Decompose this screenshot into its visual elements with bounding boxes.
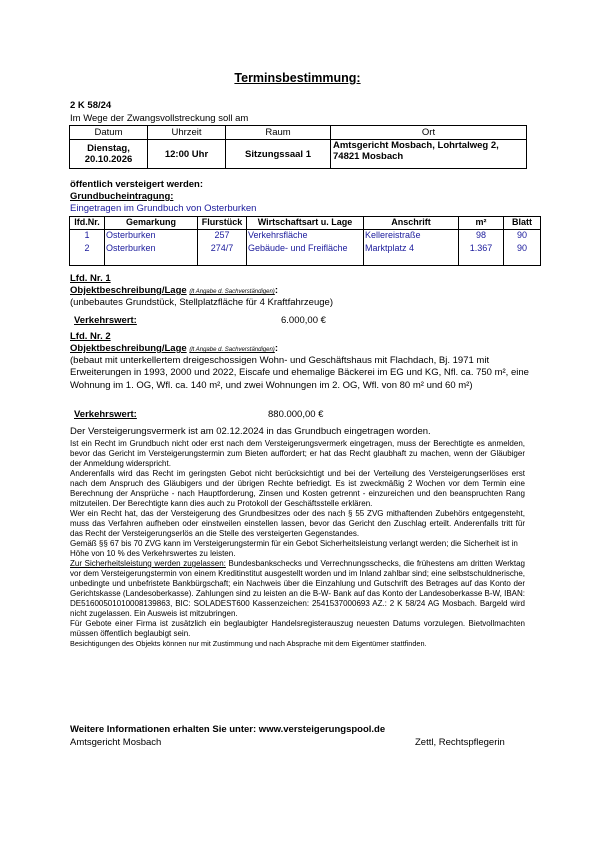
parcel-1-blatt: 90 (504, 230, 541, 244)
lot-2-label: Lfd. Nr. 2 (70, 331, 111, 342)
parcel-2-m2: 1.367 (459, 243, 504, 266)
land-register-title: Grundbucheintragung: (70, 191, 174, 202)
lot-1-desc-heading: Objektbeschreibung/Lage (lt Angabe d. Sachverständigen): (70, 285, 278, 296)
parcel-2-blatt: 90 (504, 243, 541, 266)
parcel-2-flurstueck: 274/7 (198, 243, 247, 266)
intro-text: Im Wege der Zwangsvollstreckung soll am (70, 113, 249, 124)
parcel-header-anschrift: Anschrift (364, 217, 459, 230)
paragraph-1: Ist ein Recht im Grundbuch nicht oder erst nach dem Versteigerungsvermerk eingetragen, muss der Berechtigte es anmelden, bevor das Gericht im Versteigerungstermin zum Bieten auffordert; er hat das Recht glaubhaft zu machen, wenn der Gläubiger der Anmeldung widerspricht. (70, 439, 525, 468)
parcel-1-flurstueck: 257 (198, 230, 247, 244)
document-title: Terminsbestimmung: (234, 71, 361, 85)
parcel-header-m2: m² (459, 217, 504, 230)
parcel-header-flurstueck: Flurstück (198, 217, 247, 230)
schedule-time: 12:00 Uhr (148, 140, 226, 169)
parcel-1-m2: 98 (459, 230, 504, 244)
paragraph-6: Für Gebote einer Firma ist zusätzlich ein beglaubigter Handelsregisterauszug neuesten Datums vorzulegen. Bietvollmachten müssen öffentlich beglaubigt sein. (70, 619, 525, 638)
schedule-header-place: Ort (331, 126, 527, 140)
parcel-header-gemarkung: Gemarkung (105, 217, 198, 230)
schedule-header-date: Datum (70, 126, 148, 140)
lot-2-desc-heading: Objektbeschreibung/Lage (lt Angabe d. Sachverständigen): (70, 343, 278, 354)
paragraph-5-label: Zur Sicherheitsleistung werden zugelassen: (70, 559, 226, 568)
legal-text (70, 439, 525, 649)
schedule-header-time: Uhrzeit (148, 126, 226, 140)
registration-note: Der Versteigerungsvermerk ist am 02.12.2024 in das Grundbuch eingetragen worden. (70, 426, 431, 437)
parcel-1-anschrift: Kellereistraße (364, 230, 459, 244)
paragraph-5 (70, 559, 525, 619)
paragraph-5-text: Bundesbankschecks und Verrechnungsschecks, die frühestens am dritten Werktag vor dem Versteigerungstermin von einem Kreditinstitut ausgestellt worden und im Inland zahlbar sind; eine selbstschuldnerische, unbedingte und unbefristete Bankbürgschaft; ein Nachweis über die Einzahlung und Gutschrift des Betrages auf das Konto der Gerichtskasse (Landesoberkasse). Zahlungen sind zu leisten an die B-W- Bank auf das Konto der Landesoberkasse B-W, IBAN: DE51600501010008139863, BIC: SOLADEST600 Kassenzeichen: 2541537000693 AZ.: 2 K 58/24 AG Mosbach. Bargeld wird nicht zugelassen. Ein Ausweis ist mitzubringen. (70, 559, 525, 618)
schedule-room: Sitzungssaal 1 (226, 140, 331, 169)
auction-label: öffentlich versteigert werden: (70, 179, 204, 190)
parcel-2-anschrift: Marktplatz 4 (364, 243, 459, 266)
court-name: Amtsgericht Mosbach (70, 737, 162, 748)
parcel-header-art: Wirtschaftsart u. Lage (247, 217, 364, 230)
lot-1-value-label: Verkehrswert: (74, 315, 137, 326)
schedule-table (69, 125, 527, 169)
lot-1-desc-note: (lt Angabe d. Sachverständigen) (189, 289, 275, 295)
parcel-1-gemarkung: Osterburken (105, 230, 198, 244)
signature: Zettl, Rechtspflegerin (415, 737, 505, 748)
parcel-header-blatt: Blatt (504, 217, 541, 230)
parcel-1-nr: 1 (70, 230, 105, 244)
parcel-header-nr: lfd.Nr. (70, 217, 105, 230)
further-info: Weitere Informationen erhalten Sie unter: www.versteigerungspool.de (70, 724, 386, 735)
paragraph-2: Anderenfalls wird das Recht im geringsten Gebot nicht berücksichtigt und bei der Verteilung des Versteigerungserlöses erst nach dem Anspruch des Gläubigers und der übrigen Rechte befriedigt. Es ist zweckmäßig 2 Wochen vor dem Termin eine Berechnung der Ansprüche - nach Hauptforderung, Zinsen und Kosten getrennt - einzureichen und den beanspruchten Rang mitzuteilen. Der Berechtigte kann dies auch zu Protokoll der Geschäftsstelle erklären. (70, 469, 525, 508)
lot-2-desc-note: (lt Angabe d. Sachverständigen) (189, 347, 275, 353)
lot-2-value: 880.000,00 € (268, 409, 324, 420)
schedule-date: Dienstag, 20.10.2026 (70, 140, 148, 169)
case-number: 2 K 58/24 (70, 100, 112, 111)
lot-1-description: (unbebautes Grundstück, Stellplatzfläche für 4 Kraftfahrzeuge) (70, 297, 333, 308)
schedule-place: Amtsgericht Mosbach, Lohrtalweg 2, 74821 Mosbach (331, 140, 527, 169)
paragraph-7: Besichtigungen des Objekts können nur mit Zustimmung und nach Absprache mit dem Eigentümer stattfinden. (70, 639, 427, 648)
parcel-2-art: Gebäude- und Freifläche (247, 243, 364, 266)
lot-1-value: 6.000,00 € (281, 315, 326, 326)
parcel-table (69, 216, 541, 266)
parcel-1-art: Verkehrsfläche (247, 230, 364, 244)
lot-2-value-label: Verkehrswert: (74, 409, 137, 420)
schedule-header-room: Raum (226, 126, 331, 140)
lot-2-desc-label: Objektbeschreibung/Lage (70, 343, 187, 354)
paragraph-4: Gemäß §§ 67 bis 70 ZVG kann im Versteigerungstermin für ein Gebot Sicherheitsleistung verlangt werden; die Sicherheit ist in Höhe von 10 % des Verkehrswertes zu leisten. (70, 539, 518, 558)
land-register-text: Eingetragen im Grundbuch von Osterburken (70, 203, 257, 214)
lot-2-description: (bebaut mit unterkellertem dreigeschossigen Wohn- und Geschäftshaus mit Flachdach, Bj. 1971 mit Erweiterungen in 1993, 2000 und 2022, Eiscafe und ehemalige Bäckerei im EG und KG, Nfl. ca. 750 m², eine Wohnung im 1. OG, Wfl. ca. 140 m², und zwei Wohnungen im 2. OG, Wfl. von 80 m² und 60 m²) (70, 355, 529, 391)
paragraph-3: Wer ein Recht hat, das der Versteigerung des Grundbesitzes oder des nach § 55 ZVG mithaftenden Zubehörs entgegensteht, muss das Verfahren aufheben oder einstweilen einstellen lassen, bevor das Gericht den Zuschlag erteilt. Anderenfalls tritt für das Recht der Versteigerungserlös an die Stelle des versteigerten Gegenstandes. (70, 509, 525, 538)
parcel-2-nr: 2 (70, 243, 105, 266)
parcel-2-gemarkung: Osterburken (105, 243, 198, 266)
lot-1-desc-label: Objektbeschreibung/Lage (70, 285, 187, 296)
lot-1-label: Lfd. Nr. 1 (70, 273, 111, 284)
